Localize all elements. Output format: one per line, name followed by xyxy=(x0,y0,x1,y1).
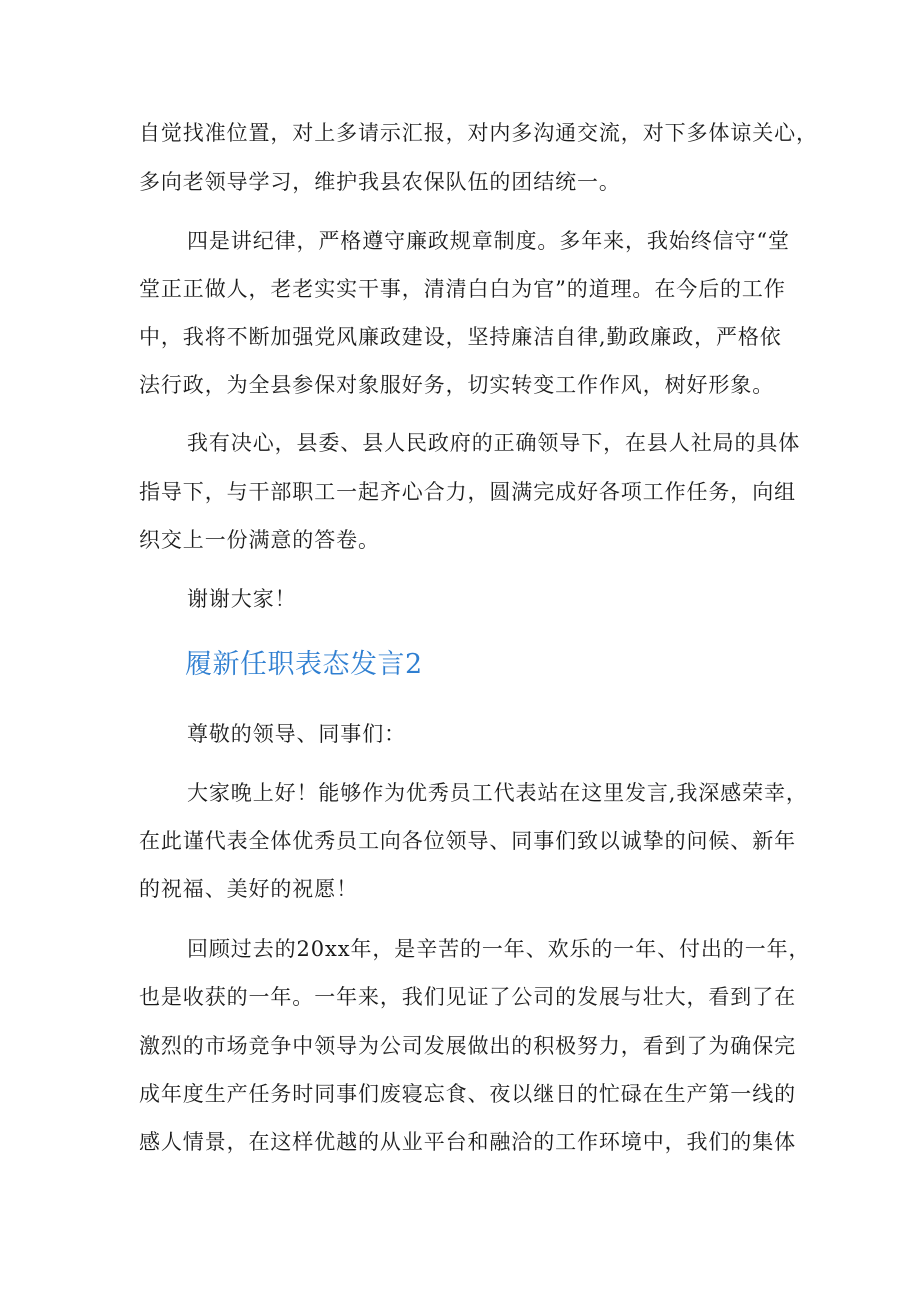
paragraph-line: 的祝福、美好的祝愿！ xyxy=(139,877,358,901)
paragraph-line: 织交上一份满意的答卷。 xyxy=(139,528,380,552)
paragraph-line: 在此谨代表全体优秀员工向各位领导、同事们致以诚挚的问候、新年 xyxy=(139,829,796,853)
paragraph-line: 大家晚上好！能够作为优秀员工代表站在这里发言,我深感荣幸， xyxy=(187,781,808,805)
paragraph-line: 堂正正做人，老老实实干事，清清白白为官”的道理。在今后的工作 xyxy=(139,277,786,301)
paragraph-line: 中，我将不断加强党风廉政建设，坚持廉洁自律,勤政廉政，严格依 xyxy=(139,325,782,349)
paragraph-line: 多向老领导学习，维护我县农保队伍的团结统一。 xyxy=(139,170,621,194)
section-heading: 履新任职表态发言2 xyxy=(185,649,423,680)
paragraph-line: 我有决心，县委、县人民政府的正确领导下，在县人社局的具体 xyxy=(187,431,801,455)
paragraph-line: 激烈的市场竞争中领导为公司发展做出的积极努力，看到了为确保完 xyxy=(139,1034,796,1058)
paragraph-line: 回顾过去的20xx年，是辛苦的一年、欢乐的一年、付出的一年， xyxy=(187,937,811,961)
paragraph-line: 成年度生产任务时同事们废寝忘食、夜以继日的忙碌在生产第一线的 xyxy=(139,1082,796,1106)
thanks-line: 谢谢大家！ xyxy=(187,587,297,611)
paragraph-line: 法行政，为全县参保对象服好务，切实转变工作作风，树好形象。 xyxy=(139,373,775,397)
paragraph-line: 四是讲纪律，严格遵守廉政规章制度。多年来，我始终信守“堂 xyxy=(187,229,790,253)
paragraph-line: 感人情景，在这样优越的从业平台和融洽的工作环境中，我们的集体 xyxy=(139,1130,796,1154)
paragraph-line: 也是收获的一年。一年来，我们见证了公司的发展与壮大，看到了在 xyxy=(139,985,796,1009)
paragraph-line: 自觉找准位置，对上多请示汇报，对内多沟通交流，对下多体谅关心， xyxy=(139,121,818,145)
salutation: 尊敬的领导、同事们： xyxy=(187,722,406,746)
paragraph-line: 指导下，与干部职工一起齐心合力，圆满完成好各项工作任务，向组 xyxy=(139,480,796,504)
